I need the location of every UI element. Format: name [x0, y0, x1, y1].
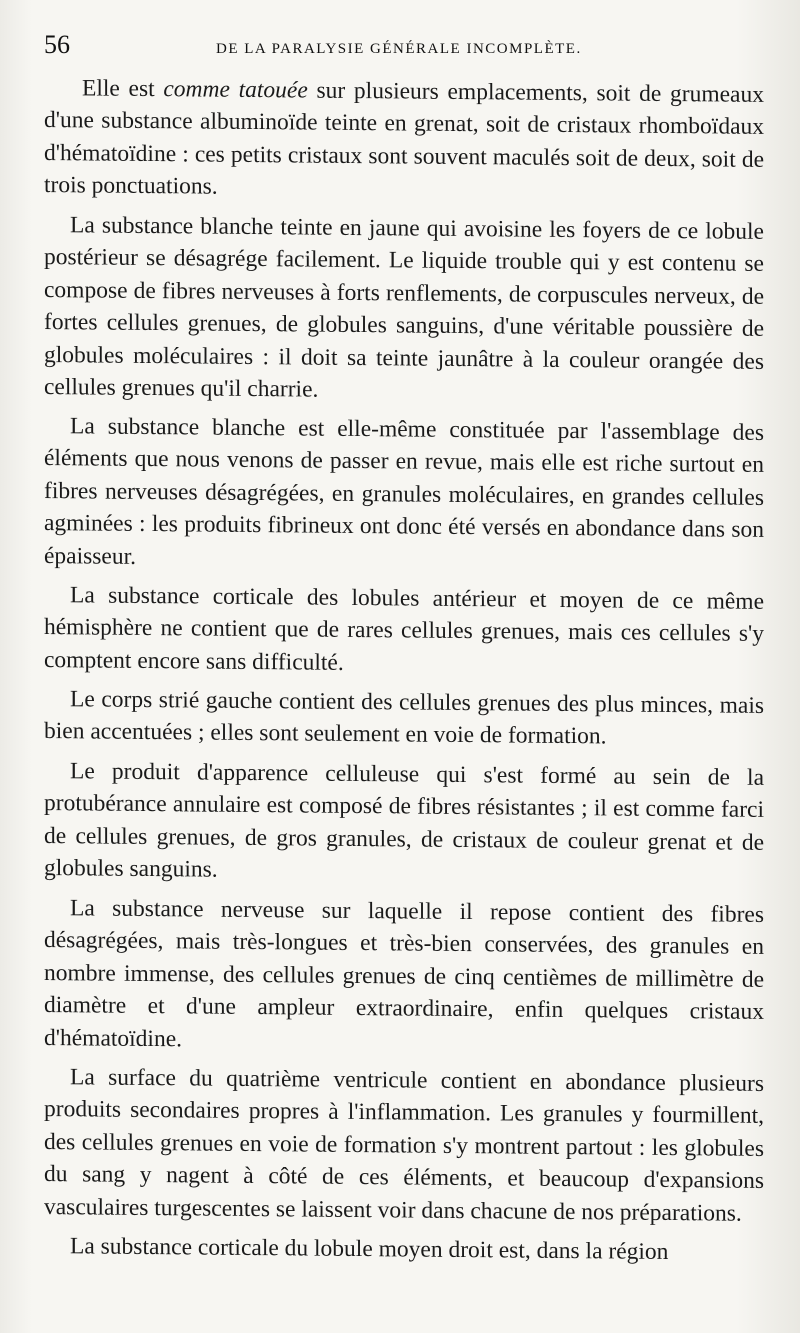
- page-header: [44, 30, 784, 70]
- paragraph: La substance corticale du lobule moyen droit est, dans la région: [70, 1233, 669, 1265]
- paragraph-text-end: sur plusieurs emplacements, soit de grumeaux d'une substance albuminoïde teinte en grenat, soit de cristaux rhomboïdaux d'hématoïdine : ces petits cristaux sont souvent maculés soit de deux, soit de trois ponctuations.: [44, 77, 764, 200]
- paragraph: Le produit d'apparence celluleuse qui s'est formé au sein de la protubérance annulaire est composé de fibres résistantes ; il est comme farci de cellules grenues, de gros granules, de cristaux de couleur grenat et de globules sanguins.: [44, 758, 764, 884]
- italic-phrase: comme tatouée: [163, 76, 308, 104]
- paragraph: La substance nerveuse sur laquelle il repose contient des fibres désagrégées, mais très-longues et très-bien conservées, des granules en nombre immense, des cellules grenues de cinq centièmes de millimètre de diamètre et d'une ampleur extraordinaire, enfin quelques cristaux d'hématoïdine.: [44, 894, 764, 1052]
- paragraph: La substance corticale des lobules antérieur et moyen de ce même hémisphère ne contient que de rares cellules grenues, mais ces cellules s'y comptent encore sans difficulté.: [44, 582, 764, 676]
- paragraph: La surface du quatrième ventricule contient en abondance plusieurs produits secondaires propres à l'inflammation. Les granules y fourmillent, des cellules grenues en voie de formation s'y montrent partout : les globules du sang y nagent à côté de ces éléments, et beaucoup d'expansions vasculaires turgescentes se laissent voir dans chacune de nos préparations.: [44, 1064, 764, 1227]
- body-text: [44, 72, 764, 1269]
- page-number: 56: [44, 30, 70, 59]
- paragraph: Le corps strié gauche contient des cellules grenues des plus minces, mais bien accentuées ; elles sont seulement en voie de formation.: [44, 686, 764, 751]
- running-head: DE LA PARALYSIE GÉNÉRALE INCOMPLÈTE.: [216, 41, 582, 57]
- paragraph: La substance blanche teinte en jaune qui avoisine les foyers de ce lobule postérieur se désagrége facilement. Le liquide trouble qui y est contenu se compose de fibres nerveuses à forts renflements, de corpuscules nerveux, de fortes cellules grenues, de globules sanguins, d'une véritable poussière de globules moléculaires : il doit sa teinte jaunâtre à la couleur orangée des cellules grenues qu'il charrie.: [44, 211, 764, 403]
- paragraph-text-start: Elle est: [82, 75, 164, 103]
- paragraph: La substance blanche est elle-même constituée par l'assemblage des éléments que nous venons de passer en revue, mais elle est riche surtout en fibres nerveuses désagrégées, en granules moléculaires, en grandes cellules agminées : les produits fibrineux ont donc été versés en abondance dans son épaisseur.: [44, 413, 764, 570]
- paragraph: [44, 72, 764, 209]
